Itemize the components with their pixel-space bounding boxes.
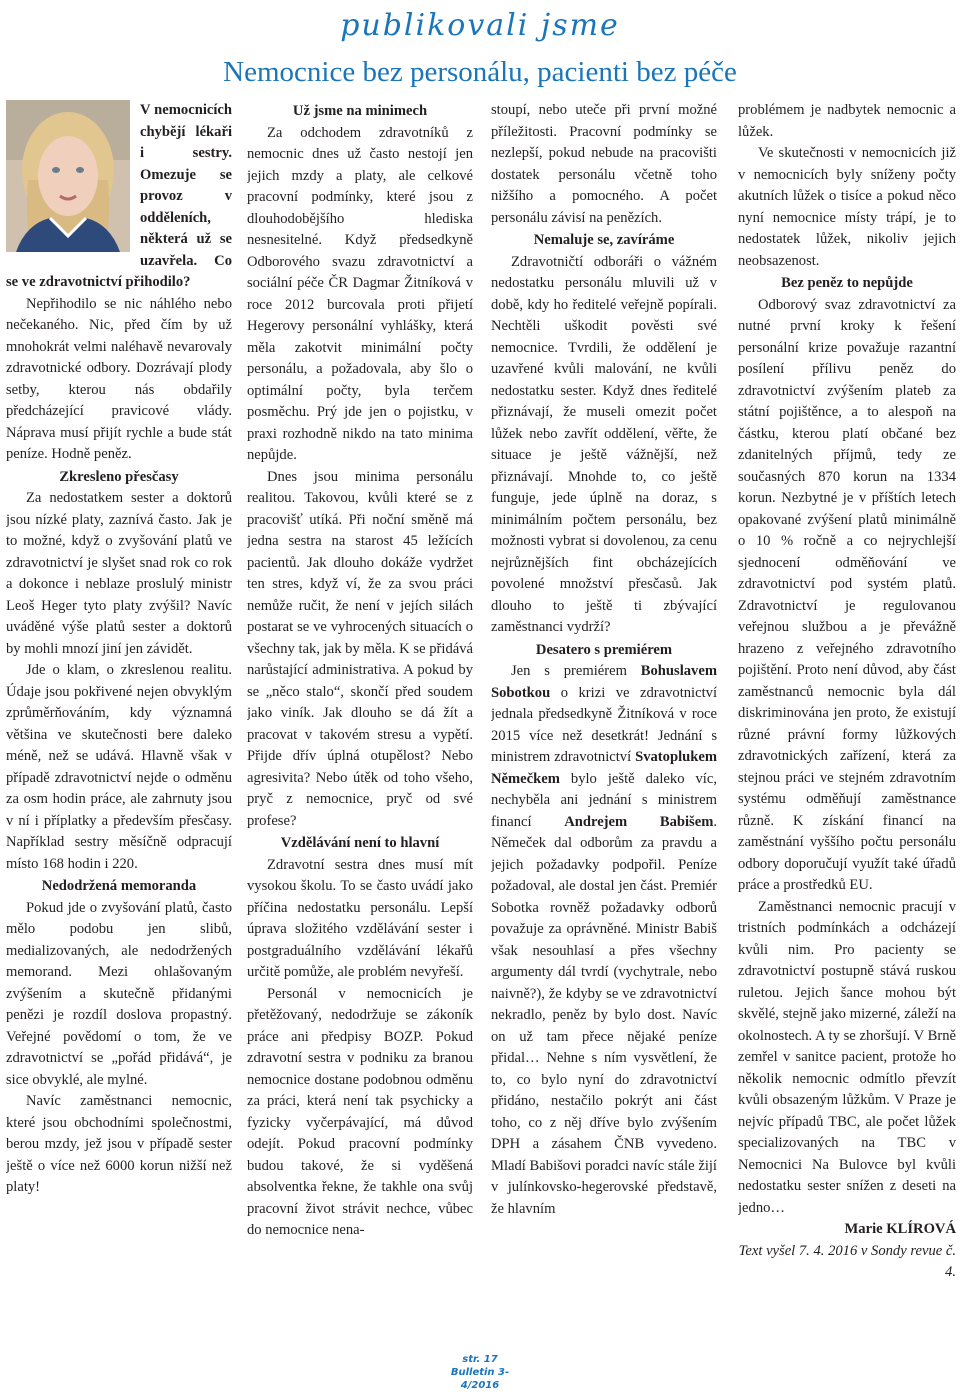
section-rubric: publikovali jsme — [340, 8, 620, 43]
paragraph: Nepřihodilo se nic náhlého nebo nečekaného. Nic, před čím by už mnohokrát velmi naléhavě nevarovaly zdravotnické odbory. Dozrávají plody setby, kterou nás obdařily předcházející pravicové vlády. Náprava musí přijít rychle a bude stát peníze. Hodně peněz. — [6, 295, 232, 462]
subheading: Desatero s premiérem — [535, 641, 673, 658]
paragraph: Odborový svaz zdravotnictví za nutné první kroky k řešení personální krize považuje razantní posílení přílivu peněz do zdravotnictví zvýšením plateb za státní pojištěnce, a to alespoň na částku, kterou platí občané bez zdanitelných příjmů, tedy ze současných 870 korun na 1334 korun. Nezbytné je v příštích letech opakované zvýšení platů minimálně o 10 % ročně a co nejrychlejší sjednocení odměňování ve zdravotnictví pod systém platů. Zdravotnictví je regulovanou veřejnou službou a je převážně hrazeno z veřejného zdravotního pojištění. Proto není důvod, aby část zaměstnanců nemocnic byla dál diskriminována jen proto, že existují různé právní formy lůžkových zdravotnických zařízení, která za stejnou práci ve stejném zdravotním systému odměňují zaměstnance různě. K získání financí na zaměstnání vyššího počtu personálu odbory doporučují využít také úřadů práce a prostředků EU. — [738, 296, 956, 893]
article-body — [0, 100, 960, 1355]
portrait-photo — [6, 100, 130, 252]
subheading: Bez peněz to nepůjde — [781, 275, 913, 291]
column-2 — [247, 100, 473, 1355]
paragraph: Zaměstnanci nemocnic pracují v tristních podmínkách a odcházejí kvůli nim. Pro pacienty se zdravotnictví postupně stává ruskou ruletou. Jejich šance mohou být skvělé, stejně jako mizerné, záleží na okolnostech. A ty se zhoršují. V Brně zemřel v sanitce pacient, protože ho několik nemocnic odmítlo převzít kvůli obsazeným lůžkům. V Praze je nejvíc případů TBC, ale počet lůžek specializovaných na TBC v Nemocnici Na Bulovce byl kvůli nedostatku sester snížen z deseti na jedno… — [738, 898, 956, 1216]
paragraph: Navíc zaměstnanci nemocnic, které jsou obchodními společnostmi, berou mzdy, jež jsou v případě sester ještě o více než 6000 korun nižší než platy! — [6, 1093, 232, 1195]
paragraph: stoupí, nebo uteče při první možné příležitosti. Pracovní podmínky se nezlepší, pokud nebude na pracovišti dostatek personálu včetně toho nižšího a pomocného. A počet personálu závisí na penězích. — [491, 102, 717, 226]
paragraph: Za nedostatkem sester a doktorů jsou nízké platy, zaznívá často. Jak je to možné, když o zvyšování platů ve zdravotnictví je slyšet snad rok co rok a dokonce i neblaze proslulý ministr Leoš Heger tyto platy zvýšil? Navíc uváděné výše platů sester a doktorů by mohli mnozí jiní jen závidět. — [6, 490, 232, 657]
issue-label: Bulletin 3-4/2016 — [450, 1367, 510, 1391]
person-name: Svatoplukem Němečkem — [491, 749, 717, 787]
column-4 — [738, 100, 956, 1355]
author-signature: Marie KLÍROVÁ — [844, 1221, 956, 1237]
source-note: Text vyšel 7. 4. 2016 v Sondy revue č. 4. — [738, 1242, 956, 1280]
paragraph: Za odchodem zdravotníků z nemocnic dnes už často nestojí jen jejich mzdy a platy, ale celkové pracovní podmínky, které jsou z dlouhodobějšího hlediska nesnesitelné. Když předsedkyně Odborového svazu zdravotnictví a sociální péče ČR Dagmar Žitníková v roce 2012 burcovala proti přijetí Hegerovy personální vyhlášky, která měla zakotvit minimální počty personálu, a požadovala, aby šlo o optimální počty, byla terčem posměchu. Prý jde jen o pojistku, v praxi rozhodně nikdo na tato minima nepůjde. — [247, 124, 473, 463]
subheading: Už jsme na minimech — [292, 103, 428, 119]
paragraph: Zdravotní sestra dnes musí mít vysokou školu. To se často uvádí jako příčina nedostatku personálu. Lepší úprava složitého vzdělávání sester i postgraduálního vzdělávání lékařů určitě pomůže, ale problém nevyřeší. — [247, 856, 473, 980]
subheading: Vzdělávání není to hlavní — [280, 835, 440, 851]
subheading: Zkresleno přesčasy — [59, 468, 179, 485]
page-footer — [435, 1353, 525, 1392]
paragraph: Jde o klam, o zkreslenou realitu. Údaje jsou pokřivené nejen obvyklým zprůměrňováním, kdy významná většina ve skutečnosti bere daleko méně, než se udává. Hlavně však v případě zdravotnictví nejde o odměnu za osm hodin práce, ale zahrnuty jsou v ní i příplatky a především přesčasy. Například sestry měsíčně odpracují místo 168 hodin i 220. — [6, 662, 232, 872]
paragraph: Pokud jde o zvyšování platů, často mělo podobu jen slibů, medializovaných, ale nedodržených memorand. Mezi ohlašovaným zvýšením a skutečně přidanými penězi je rozdíl doslova propastný. Veřejné povědomí o tom, že ve zdravotnictví se „pořád přidává“, je sice obvyklé, ale mylné. — [6, 899, 232, 1088]
article-headline: Nemocnice bez personálu, pacienti bez péče — [223, 56, 737, 88]
subheading: Nemaluje se, zavíráme — [533, 232, 675, 248]
paragraph: Jen s premiérem Bohuslavem Sobotkou o krizi ve zdravotnictví jednala předsedkyně Žitníková v roce 2015 více než desetkrát! Jednání s ministrem zdravotnictví Svatoplukem Němečkem bylo ještě daleko víc, nechyběla ani jednání s ministrem financí Andrejem Babišem. Němeček dal odborům za pravdu a jejich požadavky podpořil. Peníze požadoval, ale dostal jen část. Premiér Sobotka rovněž požadavky odborů považuje za oprávněné. Ministr Babiš však nesouhlasí a přes všechny argumenty dál tvrdí (vychytrale, nebo naivně?), že kdyby se ve zdravotnictví nekradlo, peněz by bylo dost. Navíc on už tam přece nějaké peníze přidal… Nehne s ním vysvětlení, že to, co bylo nyní do zdravotnictví přidáno, nestačilo pokrýt ani část toho, co z něj dříve bylo zvýšením DPH a zásahem ČNB vyvedeno. Mladí Babišovi poradci navíc stále žijí v julínkovsko-hegerovské představě, že hlavním — [491, 663, 717, 1217]
column-3 — [491, 100, 717, 1355]
paragraph: Dnes jsou minima personálu realitou. Takovou, kvůli které se z pracovišť utíká. Při noční směně má jedna sestra na starost 45 ležících pacientů. Jak dlouho dokáže vydržet ten stres, když ví, že za svou práci nemůže ručit, že není v jejích silách postarat se ve vyhrocených situacích o všechny tak, jak by měla. K se přidává narůstající administrativa. A pokud by se „něco stalo“, skončí před soudem jako viník. Jak dlouho se dá žít a pracovat v takovém stresu a vypětí. Přijde dřív úplná otupělost? Nebo agresivita? Nebo útěk od toho všeho, pryč z nemocnice, pryč od své profese? — [247, 468, 473, 829]
paragraph: problémem je nadbytek nemocnic a lůžek. — [738, 102, 956, 140]
person-name: Bohuslavem Sobotkou — [491, 663, 717, 701]
lead-paragraph: V nemocnicích chybějí lékaři i sestry. Omezuje se provoz v odděleních, některá už se uzavřela. Co se ve zdravotnictví přihodilo? — [6, 102, 232, 290]
subheading: Nedodržená memoranda — [41, 878, 197, 894]
person-name: Andrejem Babišem — [564, 813, 714, 830]
paragraph: Ve skutečnosti v nemocnicích již v nemocnicích byly sníženy počty akutních lůžek o tisíce a pokud něco nyní nemocnice místy trápí, je to nedostatek lůžek, nikoliv jejich neobsazenost. — [738, 145, 956, 269]
paragraph: Zdravotničtí odboráři o vážném nedostatku personálu mluvili už v době, kdy ho ředitelé veřejně popírali. Nechtěli uškodit pověsti své nemocnice. Tvrdili, že oddělení je uzavřené kvůli malování, ne kvůli nedostatku sester. Když dnes ředitelé přiznávají, že museli omezit počet lůžek nebo zavřít oddělení, věřte, že situace je ještě vážnější, než přiznávají. Mnohde to, co ještě funguje, jede úplně na doraz, s minimálním počtem personálu, bez možnosti vybrat si dovolenou, za cenu nejrůznějších fint obcházejících povolené množství přesčasů. Jak dlouho to ještě ti zbývající zaměstnanci vydrží? — [491, 253, 717, 635]
paragraph: Personál v nemocnicích je přetěžovaný, nedodržuje se zákoník práce ani předpisy BOZP. Pokud zdravotní sestra v podniku za branou nemocnice dostane podobnou odměnu za práci, která není tak psychicky a fyzicky vyčerpávající, má důvod odejít. Pokud pracovní podmínky budou takové, že si vyděšená absolventka řekne, že takhle ona svůj pracovní život strávit nechce, vůbec do nemocnice nena- — [247, 985, 473, 1238]
column-1 — [6, 100, 232, 1355]
page-number: str. 17 — [462, 1354, 498, 1365]
